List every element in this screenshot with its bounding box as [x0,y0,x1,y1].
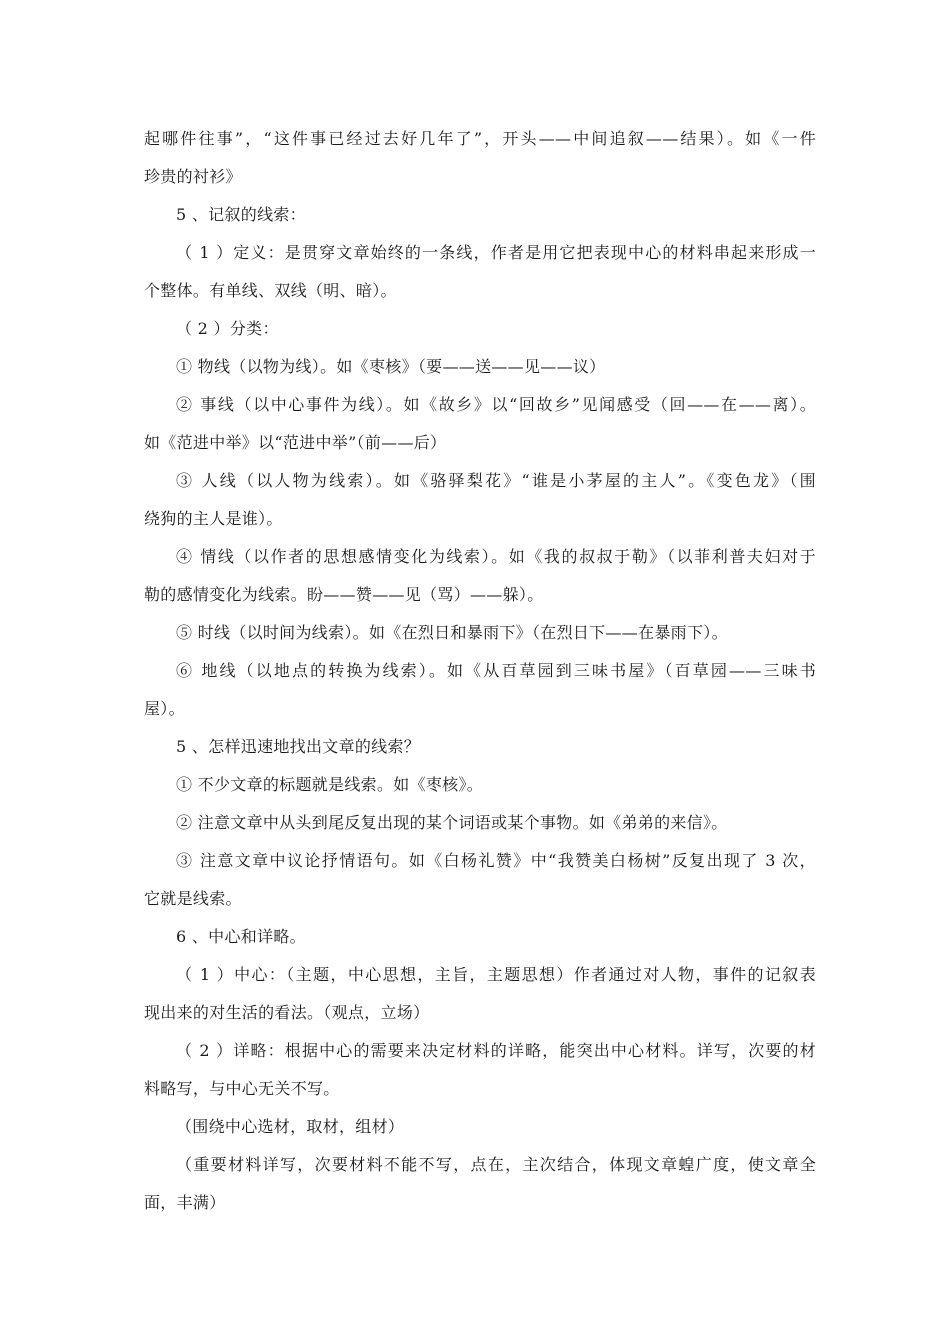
text-line: ④ 情线（以作者的思想感情变化为线索）。如《我的叔叔于勒》（以菲利普夫妇对于 [176,547,816,566]
text-line: ③ 人线（以人物为线索）。如《骆驿梨花》“谁是小茅屋的主人”。《变色龙》（围 [176,471,816,490]
text-line: ⑤ 时线（以时间为线索）。如《在烈日和暴雨下》（在烈日下——在暴雨下）。 [176,623,728,642]
text-line: 它就是线索。 [144,889,242,908]
text-line: ② 注意文章中从头到尾反复出现的某个词语或某个事物。如《弟弟的来信》。 [176,813,728,832]
text-line: 起哪件往事”，“这件事已经过去好几年了”，开头——中间追叙——结果）。如《一件 [144,129,816,148]
text-line: （ 2 ）详略：根据中心的需要来决定材料的详略，能突出中心材料。详写，次要的材 [176,1041,816,1060]
text-line: ③ 注意文章中议论抒情语句。如《白杨礼赞》中“我赞美白杨树”反复出现了 3 次， [176,851,816,870]
text-line: 绕狗的主人是谁）。 [144,509,283,528]
text-line: 料略写，与中心无关不写。 [144,1079,340,1098]
text-line: 珍贵的衬衫》 [144,167,242,186]
text-line: 5 、怎样迅速地找出文章的线索？ [176,737,421,756]
text-line: 6 、中心和详略。 [176,927,306,946]
text-line: （重要材料详写，次要材料不能不写，点在，主次结合，体现文章蝗广度，使文章全 [176,1155,816,1174]
text-line: ⑥ 地线（以地点的转换为线索）。如《从百草园到三味书屋》（百草园——三味书 [176,661,816,680]
text-line: （ 1 ）中心：（主题，中心思想，主旨，主题思想）作者通过对人物，事件的记叙表 [176,965,816,984]
text-line: 面，丰满） [144,1193,226,1212]
text-line: ① 不少文章的标题就是线索。如《枣核》。 [176,775,484,794]
text-line: ② 事线（以中心事件为线）。如《故乡》以“回故乡”见闻感受（回——在——离）。 [176,395,816,414]
document-body [144,120,816,1222]
text-line: 勒的感情变化为线索。盼——赞——见（骂）——躲）。 [144,585,544,604]
text-line: （围绕中心选材，取材，组材） [176,1117,405,1136]
text-line: ① 物线（以物为线）。如《枣核》（要——送——见——议） [176,357,606,376]
text-line: 5 、记叙的线索： [176,205,306,224]
text-line: 现出来的对生活的看法。（观点，立场） [144,1003,430,1022]
text-line: （ 1 ）定义：是贯穿文章始终的一条线，作者是用它把表现中心的材料串起来形成一 [176,243,816,262]
text-line: 如《范进中举》以“范进中举”（前——后） [144,433,447,452]
text-line: 屋）。 [144,699,185,718]
text-line: （ 2 ）分类： [176,319,279,338]
text-line: 个整体。有单线、双线（明、暗）。 [144,281,397,300]
